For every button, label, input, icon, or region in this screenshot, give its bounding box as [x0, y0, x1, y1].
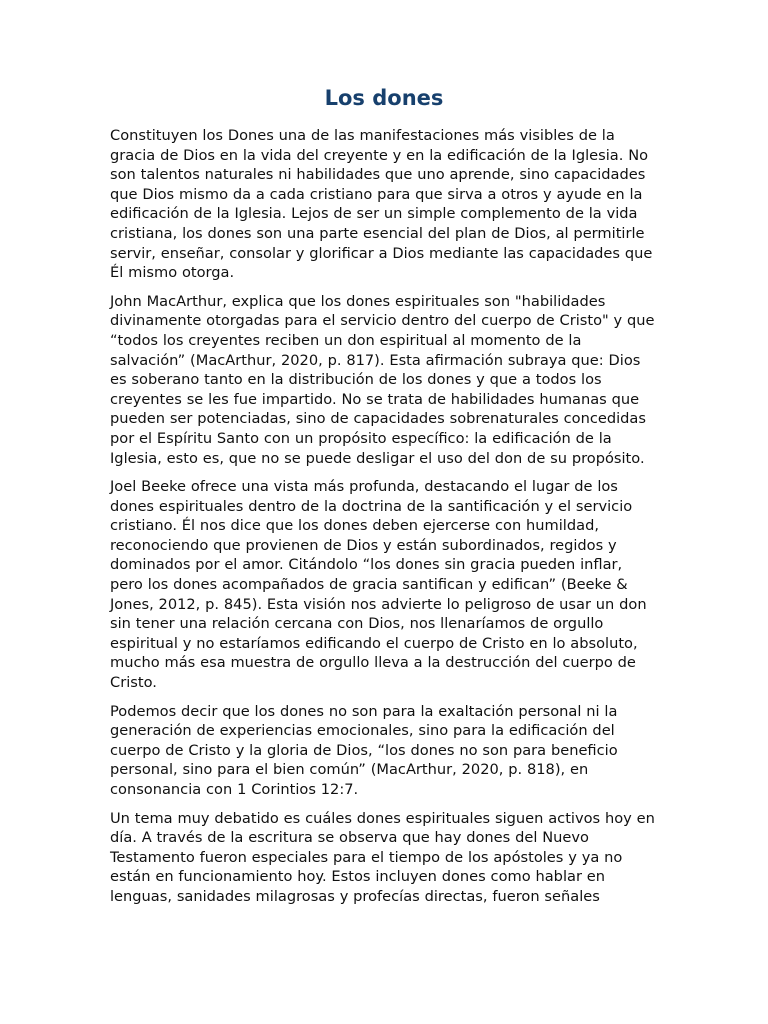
paragraph-cessation: Un tema muy debatido es cuáles dones espirituales siguen activos hoy en día. A través de la escritura se observa que hay dones del Nuevo Testamento fueron especiales para el tiempo de los apóstoles y ya no están en funcionamiento hoy. Estos incluyen dones como hablar en lenguas, sanidades milagrosas y profecías directas, fueron señales	[110, 809, 655, 905]
paragraph-intro: Constituyen los Dones una de las manifestaciones más visibles de la gracia de Dios en la vida del creyente y en la edificación de la Iglesia. No son talentos naturales ni habilidades que uno aprende, sino capacidades que Dios mismo da a cada cristiano para que sirva a otros y ayude en la edificación de la Iglesia. Lejos de ser un simple complemento de la vida cristiana, los dones son una parte esencial del plan de Dios, al permitirle servir, enseñar, consolar y glorificar a Dios mediante las capacidades que Él mismo otorga.	[110, 127, 653, 282]
document-title: Los dones	[324, 86, 444, 110]
paragraph-beeke: Joel Beeke ofrece una vista más profunda, destacando el lugar de los dones espirituales dentro de la doctrina de la santificación y el servicio cristiano. Él nos dice que los dones deben ejercerse con humildad, reconociendo que provienen de Dios y están subordinados, regidos y dominados por el amor. Citándolo “los dones sin gracia pueden inflar, pero los dones acompañados de gracia santifican y edifican” (Beeke & Jones, 2012, p. 845). Esta visión nos advierte lo peligroso de usar un don sin tener una relación cercana con Dios, nos llenaríamos de orgullo espiritual y no estaríamos edificando el cuerpo de Cristo en lo absoluto, mucho más esa muestra de orgullo lleva a la destrucción del cuerpo de Cristo.	[110, 478, 647, 692]
paragraph-purpose: Podemos decir que los dones no son para la exaltación personal ni la generación de experiencias emocionales, sino para la edificación del cuerpo de Cristo y la gloria de Dios, “los dones no son para beneficio personal, sino para el bien común” (MacArthur, 2020, p. 818), en consonancia con 1 Corintios 12:7.	[110, 702, 618, 798]
document-page	[110, 84, 658, 916]
paragraph-macarthur: John MacArthur, explica que los dones espirituales son "habilidades divinamente otorgadas para el servicio dentro del cuerpo de Cristo" y que “todos los creyentes reciben un don espiritual al momento de la salvación” (MacArthur, 2020, p. 817). Esta afirmación subraya que: Dios es soberano tanto en la distribución de los dones y que a todos los creyentes se les fue impartido. No se trata de habilidades humanas que pueden ser potenciadas, sino de capacidades sobrenaturales concedidas por el Espíritu Santo con un propósito específico: la edificación de la Iglesia, esto es, que no se puede desligar el uso del don de su propósito.	[110, 292, 655, 467]
